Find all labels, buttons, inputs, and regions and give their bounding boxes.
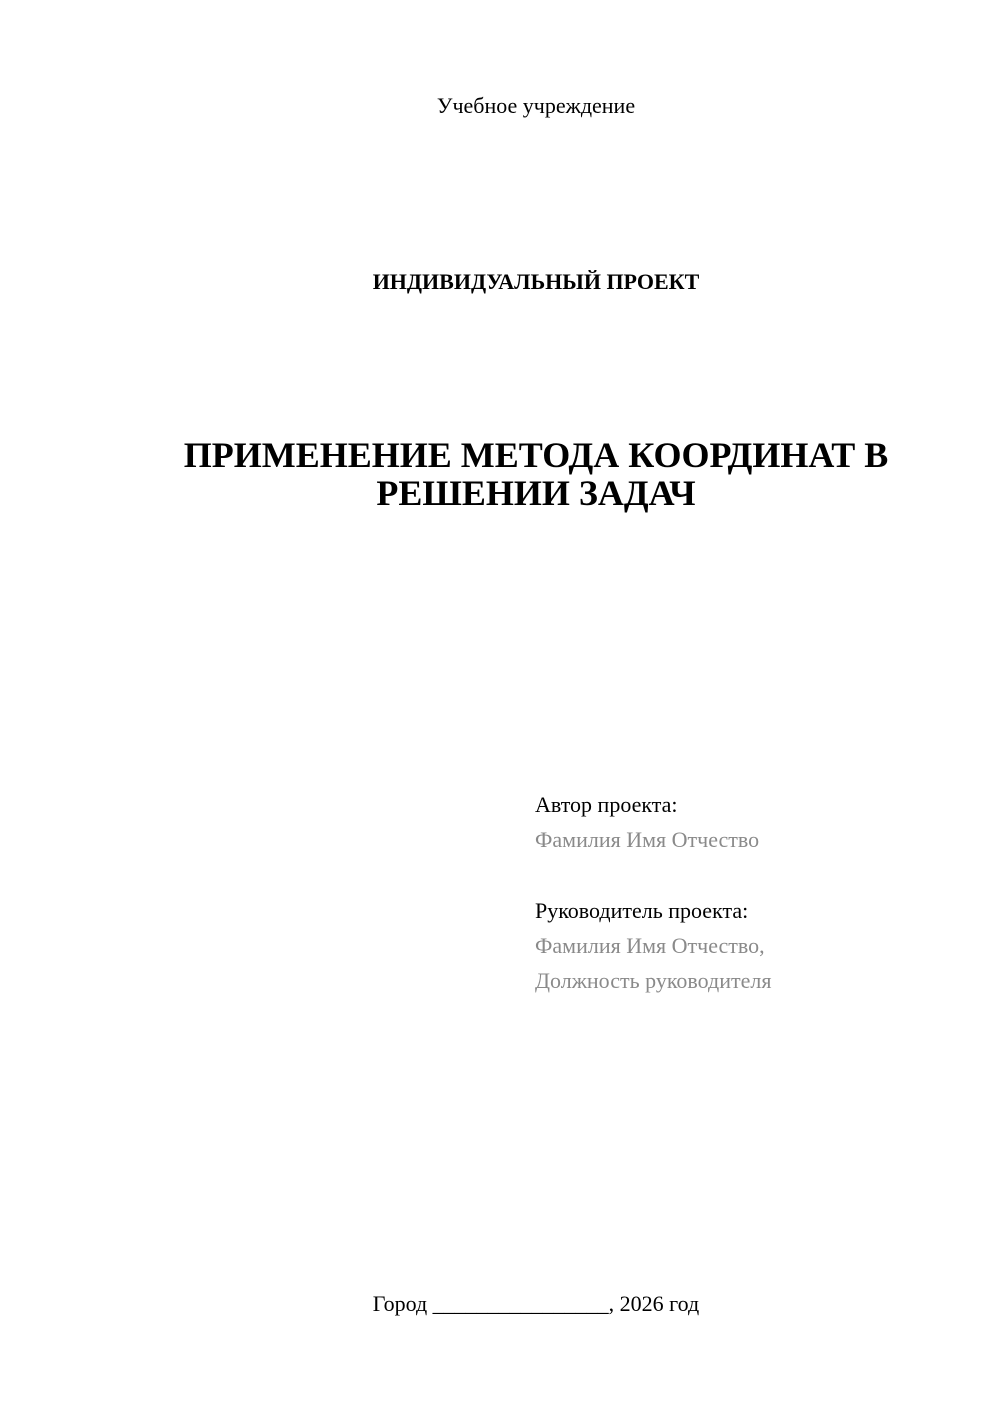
city-year-footer: Город ________________, 2026 год (372, 1291, 700, 1316)
project-title (100, 436, 972, 512)
institution-name: Учебное учреждение (436, 93, 636, 118)
project-title-line-1: ПРИМЕНЕНИЕ МЕТОДА КООРДИНАТ В (183, 435, 889, 475)
supervisor-position: Должность руководителя (535, 968, 772, 993)
author-name: Фамилия Имя Отчество (535, 827, 760, 852)
author-label: Автор проекта: (535, 792, 678, 817)
project-title-line-2: РЕШЕНИИ ЗАДАЧ (376, 473, 696, 513)
project-type-heading: ИНДИВИДУАЛЬНЫЙ ПРОЕКТ (372, 269, 700, 294)
project-info-block (535, 787, 975, 998)
info-spacer (535, 857, 975, 893)
supervisor-name: Фамилия Имя Отчество, (535, 933, 765, 958)
supervisor-label: Руководитель проекта: (535, 898, 749, 923)
